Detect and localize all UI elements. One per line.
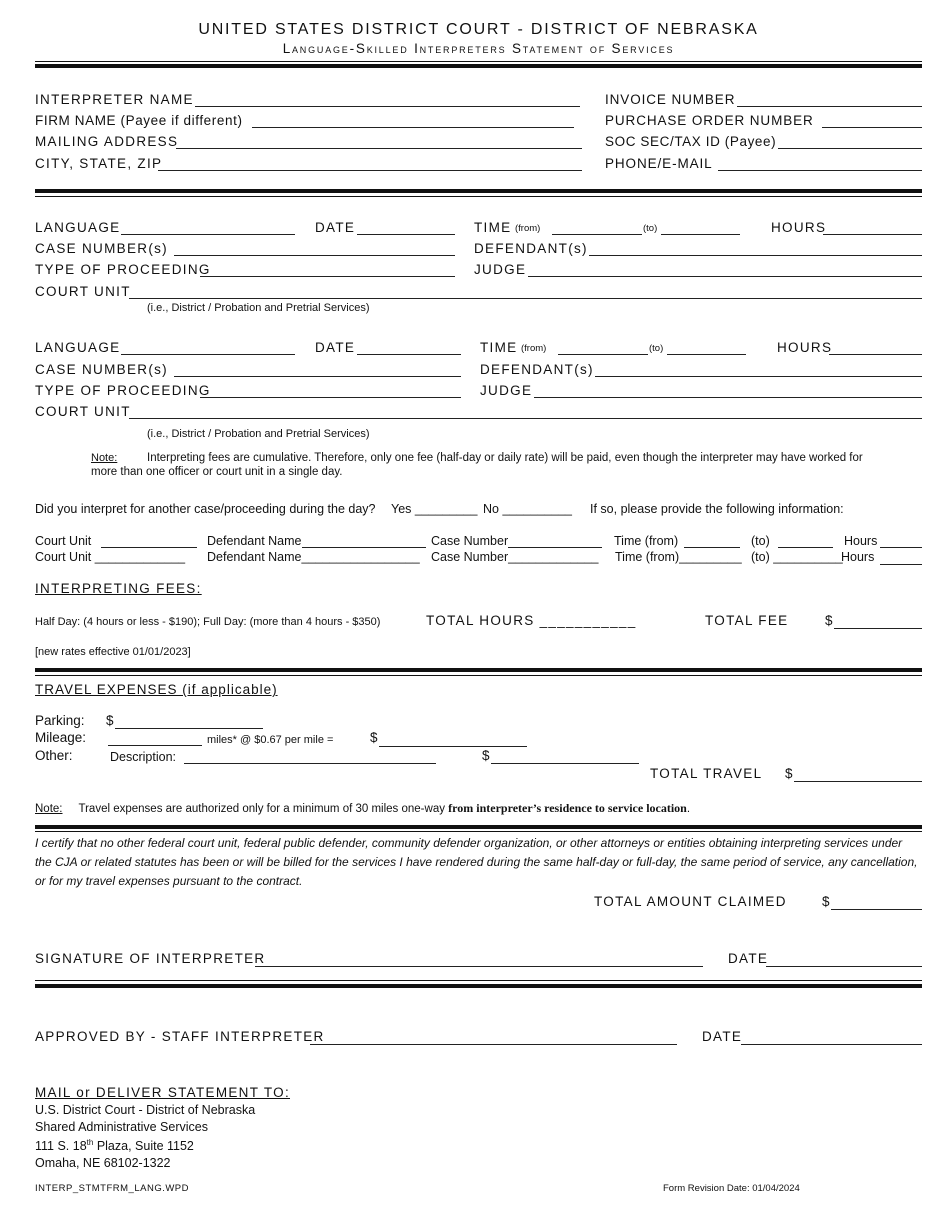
language-label: LANGUAGE — [35, 220, 121, 235]
extra-court-unit-label: Court Unit — [35, 534, 92, 548]
soc-sec-label: SOC SEC/TAX ID (Payee) — [605, 134, 777, 149]
travel-note — [35, 801, 690, 816]
interpreter-name-label: INTERPRETER NAME — [35, 92, 194, 107]
mail-to-heading: MAIL or DELIVER STATEMENT TO: — [35, 1085, 290, 1100]
defendant-field-2[interactable] — [595, 376, 922, 377]
city-state-zip-field[interactable] — [158, 170, 582, 171]
approved-by-label: APPROVED BY - STAFF INTERPRETER — [35, 1029, 325, 1044]
mail-address-line3: 111 S. 18th Plaza, Suite 1152 — [35, 1138, 194, 1154]
another-case-question: Did you interpret for another case/proceeding during the day? — [35, 502, 376, 516]
defendant-label: DEFENDANT(s) — [474, 241, 588, 256]
language-field-2[interactable] — [121, 354, 295, 355]
date-field-2[interactable] — [357, 354, 461, 355]
court-unit-hint-2: (i.e., District / Probation and Pretrial Services) — [147, 428, 370, 440]
date-label-2: DATE — [315, 340, 356, 355]
travel-note-end: . — [686, 803, 691, 815]
description-field[interactable] — [184, 763, 436, 764]
time-to-field[interactable] — [661, 234, 740, 235]
travel-note-bold: from interpreter’s residence to service location — [448, 801, 687, 815]
header-rule-thin — [35, 61, 922, 62]
extra-hours-field-2[interactable] — [880, 564, 922, 565]
parking-label: Parking: — [35, 713, 85, 728]
parking-dollar: $ — [106, 713, 114, 728]
mileage-rate: miles* @ $0.67 per mile = — [207, 734, 334, 746]
hours-label-2: HOURS — [777, 340, 833, 355]
defendant-label-2: DEFENDANT(s) — [480, 362, 594, 377]
type-of-proceeding-label: TYPE OF PROCEEDING — [35, 262, 211, 277]
mail-address-line2: Shared Administrative Services — [35, 1119, 208, 1134]
time-label-2: TIME — [480, 340, 518, 355]
fee-note-text: Interpreting fees are cumulative. Therefore, only one fee (half-day or daily rate) will be paid, even though the interpreter may have worked for more than one officer or court unit in a single day. — [91, 452, 863, 478]
form-subtitle: Language-Skilled Interpreters Statement of Services — [282, 41, 675, 56]
total-fee-field[interactable] — [834, 628, 922, 629]
other-dollar: $ — [482, 748, 490, 763]
city-state-zip-label: CITY, STATE, ZIP — [35, 156, 163, 171]
judge-field[interactable] — [528, 276, 922, 277]
mileage-miles-field[interactable] — [108, 745, 202, 746]
total-amount-claimed-field[interactable] — [831, 909, 922, 910]
case-number-label-2: CASE NUMBER(s) — [35, 362, 168, 377]
travel-note-label: Note: — [35, 803, 63, 815]
fees-rule-thick — [35, 668, 922, 672]
court-title: UNITED STATES DISTRICT COURT - DISTRICT OF NEBRASKA — [198, 21, 759, 38]
extra-time-to-label-2[interactable]: (to) __________ — [751, 550, 843, 564]
time-from-label: (from) — [515, 223, 541, 234]
total-travel-dollar: $ — [785, 766, 793, 781]
language-label-2: LANGUAGE — [35, 340, 121, 355]
extra-case-number-label: Case Number — [431, 534, 509, 548]
date-field[interactable] — [357, 234, 455, 235]
court-unit-label-2: COURT UNIT — [35, 404, 131, 419]
firm-name-field[interactable] — [252, 127, 574, 128]
mail-address-line4: Omaha, NE 68102-1322 — [35, 1155, 171, 1170]
other-amount-field[interactable] — [491, 763, 639, 764]
rates-effective: [new rates effective 01/01/2023] — [35, 646, 191, 658]
purchase-order-label: PURCHASE ORDER NUMBER — [605, 113, 814, 128]
another-case-no[interactable]: No __________ — [483, 502, 572, 516]
approval-date-field[interactable] — [741, 1044, 922, 1045]
signature-field[interactable] — [255, 966, 703, 967]
extra-court-unit-field[interactable] — [101, 547, 197, 548]
travel-note-text: Travel expenses are authorized only for a minimum of 30 miles one-way — [78, 803, 445, 815]
section-rule-thick — [35, 189, 922, 193]
extra-time-from-label-2[interactable]: Time (from)_________ — [615, 550, 742, 564]
fees-heading: INTERPRETING FEES: — [35, 581, 202, 596]
mileage-label: Mileage: — [35, 730, 87, 745]
phone-email-label: PHONE/E-MAIL — [605, 156, 713, 171]
footer-revision-date: Form Revision Date: 01/04/2024 — [663, 1183, 800, 1194]
mileage-amount-field[interactable] — [379, 746, 527, 747]
mileage-dollar: $ — [370, 730, 378, 745]
signature-rule-thin — [35, 980, 922, 981]
soc-sec-field[interactable] — [778, 148, 922, 149]
hours-field-2[interactable] — [829, 354, 922, 355]
fees-rates: Half Day: (4 hours or less - $190); Full Day: (more than 4 hours - $350) — [35, 616, 381, 628]
extra-case-number-label-2[interactable]: Case Number_____________ — [431, 550, 599, 564]
case-number-field-2[interactable] — [174, 376, 461, 377]
purchase-order-field[interactable] — [822, 127, 922, 128]
signature-rule-thick — [35, 984, 922, 988]
parking-field[interactable] — [115, 728, 263, 729]
time-from-field-2[interactable] — [558, 354, 648, 355]
time-to-label: (to) — [643, 223, 658, 234]
type-of-proceeding-field[interactable] — [200, 276, 455, 277]
time-from-label-2: (from) — [521, 343, 547, 354]
invoice-number-field[interactable] — [737, 106, 922, 107]
court-unit-label: COURT UNIT — [35, 284, 131, 299]
header-rule-thick — [35, 64, 922, 68]
extra-time-to-field[interactable] — [778, 547, 833, 548]
case-number-field[interactable] — [174, 255, 455, 256]
type-of-proceeding-field-2[interactable] — [200, 397, 461, 398]
certification-text: I certify that no other federal court unit, federal public defender, community defender organization, or other attorneys or entities obtaining interpreting services under the CJA or related statutes has been or will be billed for the services I have rendered during the same half-day or full-day, the same period of service, any cancellation, or for my travel expenses pursuant to the contract. — [35, 836, 918, 888]
travel-rule-thin — [35, 831, 922, 832]
total-amount-dollar: $ — [822, 894, 830, 909]
hours-field[interactable] — [823, 234, 922, 235]
total-amount-claimed-label: TOTAL AMOUNT CLAIMED — [594, 894, 787, 909]
mailing-address-label: MAILING ADDRESS — [35, 134, 179, 149]
another-case-yes[interactable]: Yes _________ — [391, 502, 478, 516]
total-hours-label[interactable]: TOTAL HOURS ___________ — [426, 613, 637, 628]
fees-rule-thin — [35, 675, 922, 676]
court-unit-hint: (i.e., District / Probation and Pretrial Services) — [147, 302, 370, 314]
travel-heading: TRAVEL EXPENSES (if applicable) — [35, 682, 278, 697]
mail-address — [35, 1102, 255, 1171]
defendant-field[interactable] — [589, 255, 922, 256]
extra-defendant-label-2[interactable]: Defendant Name_________________ — [207, 550, 420, 564]
time-label: TIME — [474, 220, 512, 235]
type-of-proceeding-label-2: TYPE OF PROCEEDING — [35, 383, 211, 398]
another-case-followup: If so, please provide the following information: — [590, 502, 844, 516]
phone-email-field[interactable] — [718, 170, 922, 171]
extra-time-from-field[interactable] — [684, 547, 740, 548]
extra-time-to-label: (to) — [751, 534, 770, 548]
approval-date-label: DATE — [702, 1029, 743, 1044]
invoice-number-label: INVOICE NUMBER — [605, 92, 736, 107]
other-label: Other: — [35, 748, 73, 763]
extra-defendant-label: Defendant Name — [207, 534, 302, 548]
date-label: DATE — [315, 220, 356, 235]
time-to-label-2: (to) — [649, 343, 664, 354]
judge-label-2: JUDGE — [480, 383, 533, 398]
signature-date-label: DATE — [728, 951, 769, 966]
extra-court-unit-label-2[interactable]: Court Unit _____________ — [35, 550, 186, 564]
fee-note-label: Note: — [91, 452, 118, 464]
extra-hours-label-2: Hours — [841, 550, 875, 564]
total-travel-field[interactable] — [794, 781, 922, 782]
approved-by-field[interactable] — [310, 1044, 677, 1045]
interpreter-name-field[interactable] — [195, 106, 580, 107]
mail-address-line1: U.S. District Court - District of Nebraska — [35, 1103, 256, 1117]
extra-hours-label: Hours — [844, 534, 878, 548]
court-unit-field-2[interactable] — [129, 418, 922, 419]
firm-name-label: FIRM NAME (Payee if different) — [35, 113, 243, 128]
language-field[interactable] — [121, 234, 295, 235]
mailing-address-field[interactable] — [176, 148, 582, 149]
total-travel-label: TOTAL TRAVEL — [650, 766, 763, 781]
description-label: Description: — [110, 750, 176, 764]
section-rule-thin — [35, 196, 922, 197]
signature-date-field[interactable] — [766, 966, 922, 967]
time-to-field-2[interactable] — [667, 354, 746, 355]
extra-case-number-field[interactable] — [508, 547, 602, 548]
extra-defendant-field[interactable] — [302, 547, 426, 548]
travel-rule-thick — [35, 825, 922, 829]
judge-label: JUDGE — [474, 262, 527, 277]
judge-field-2[interactable] — [534, 397, 922, 398]
total-fee-label: TOTAL FEE — [705, 613, 789, 628]
footer-file-name: INTERP_STMTFRM_LANG.WPD — [35, 1183, 190, 1194]
form-header — [35, 20, 922, 58]
court-unit-field[interactable] — [129, 298, 922, 299]
extra-hours-field[interactable] — [880, 547, 922, 548]
hours-label: HOURS — [771, 220, 827, 235]
extra-time-from-label: Time (from) — [614, 534, 679, 548]
case-number-label: CASE NUMBER(s) — [35, 241, 168, 256]
total-fee-dollar: $ — [825, 613, 833, 628]
signature-label: SIGNATURE OF INTERPRETER — [35, 951, 266, 966]
time-from-field[interactable] — [552, 234, 642, 235]
